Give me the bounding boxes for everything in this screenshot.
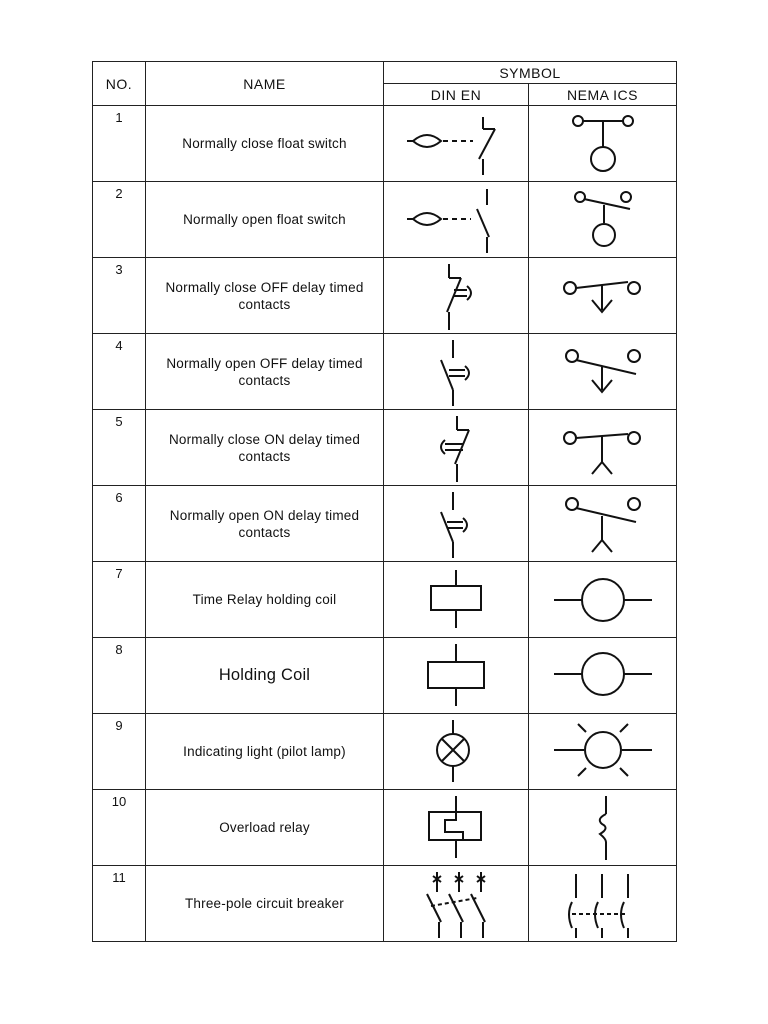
nc-float-switch-din-icon <box>401 109 511 179</box>
holding-coil-din-icon <box>401 640 511 712</box>
nc-on-delay-din-icon <box>401 412 511 484</box>
row-number: 11 <box>93 866 146 942</box>
row-number: 4 <box>93 334 146 410</box>
holding-coil-nema-icon <box>548 640 658 712</box>
row-name: Indicating light (pilot lamp) <box>146 714 384 790</box>
table-row <box>93 106 677 182</box>
row-name: Normally open OFF delay timed contacts <box>146 334 384 410</box>
row-name: Normally close ON delay timed contacts <box>146 410 384 486</box>
symbols-table <box>92 61 677 942</box>
no-float-switch-din-icon <box>401 185 511 255</box>
row-name: Normally close float switch <box>146 106 384 182</box>
nc-off-delay-din-icon <box>401 260 511 332</box>
row-number: 2 <box>93 182 146 258</box>
row-number: 7 <box>93 562 146 638</box>
time-relay-coil-nema-icon <box>548 564 658 636</box>
header-symbol: SYMBOL <box>384 62 677 84</box>
row-number: 6 <box>93 486 146 562</box>
header-din-en: DIN EN <box>384 84 529 106</box>
row-number: 8 <box>93 638 146 714</box>
row-number: 5 <box>93 410 146 486</box>
header-no: NO. <box>93 62 146 106</box>
table-row <box>93 334 677 410</box>
row-name: Normally open ON delay timed contacts <box>146 486 384 562</box>
no-on-delay-nema-icon <box>548 488 658 560</box>
table-row <box>93 410 677 486</box>
no-off-delay-nema-icon <box>548 336 658 408</box>
table-row <box>93 258 677 334</box>
pilot-lamp-din-icon <box>401 716 511 788</box>
row-name: Normally close OFF delay timed contacts <box>146 258 384 334</box>
table-row <box>93 638 677 714</box>
row-number: 3 <box>93 258 146 334</box>
nc-on-delay-nema-icon <box>548 412 658 484</box>
header-nema-ics: NEMA ICS <box>529 84 677 106</box>
no-float-switch-nema-icon <box>548 185 658 255</box>
row-number: 9 <box>93 714 146 790</box>
pilot-lamp-nema-icon <box>548 716 658 788</box>
table-row <box>93 866 677 942</box>
row-name: Holding Coil <box>146 638 384 714</box>
overload-relay-nema-icon <box>548 792 658 864</box>
nc-off-delay-nema-icon <box>548 260 658 332</box>
row-number: 10 <box>93 790 146 866</box>
table-row <box>93 486 677 562</box>
table-row <box>93 714 677 790</box>
three-pole-breaker-din-icon <box>401 868 511 940</box>
time-relay-coil-din-icon <box>401 564 511 636</box>
table-row <box>93 562 677 638</box>
nc-float-switch-nema-icon <box>548 109 658 179</box>
row-name: Three-pole circuit breaker <box>146 866 384 942</box>
overload-relay-din-icon <box>401 792 511 864</box>
three-pole-breaker-nema-icon <box>548 868 658 940</box>
row-number: 1 <box>93 106 146 182</box>
table-row <box>93 182 677 258</box>
row-name: Normally open float switch <box>146 182 384 258</box>
table-row <box>93 790 677 866</box>
no-on-delay-din-icon <box>401 488 511 560</box>
no-off-delay-din-icon <box>401 336 511 408</box>
row-name: Overload relay <box>146 790 384 866</box>
header-name: NAME <box>146 62 384 106</box>
row-name: Time Relay holding coil <box>146 562 384 638</box>
